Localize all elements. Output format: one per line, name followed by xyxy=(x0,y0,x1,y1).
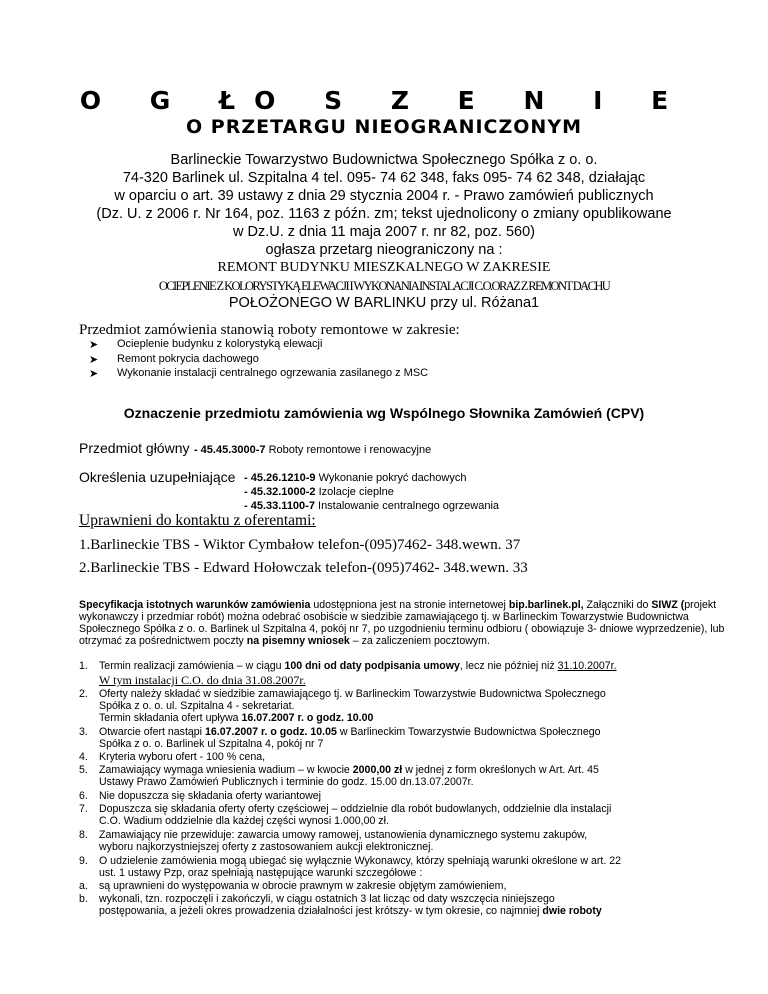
object-line-condensed: OCIEPLENIE Z KOLORYSTYKĄ ELEWACJI I WYKONANIA INSTALACJI C.O.ORAZ Z REMONT DACHU xyxy=(158,279,610,293)
item-text: wyboru najkorzystniejszej oferty z zastosowaniem aukcji elektronicznej. xyxy=(99,841,434,853)
spec-paragraph xyxy=(79,599,729,647)
spec-siwz: SIWZ ( xyxy=(651,599,685,611)
item-text xyxy=(99,712,373,724)
item-part-bold: 16.07.2007 r. o godz. 10.00 xyxy=(241,712,374,724)
item-text: Spółka z o. o. Barlinek ul Szpitalna 4, pokój nr 7 xyxy=(99,738,324,750)
item-text: Zamawiający nie przewiduje: zawarcia umowy ramowej, ustanowienia dynamicznego systemu zakupów, xyxy=(99,829,588,841)
item-text: Spółka z o. o. ul. Szpitalna 4 - sekretariat. xyxy=(99,700,295,712)
item-text: C.O. Wadium oddzielnie dla każdej części wynosi 1.000,00 zł. xyxy=(99,815,389,827)
cpv-extra-row xyxy=(244,486,394,498)
arrow-bullet-icon: ➤ xyxy=(89,354,99,366)
spec-text: Załączniki do xyxy=(583,599,652,611)
item-text xyxy=(99,660,617,672)
contact-row: 2.Barlineckie TBS - Edward Hołowczak telefon-(095)7462- 348.wewn. 33 xyxy=(79,560,528,576)
spec-text: – za zaliczeniem pocztowym. xyxy=(349,635,490,648)
arrow-bullet-icon: ➤ xyxy=(89,339,99,351)
cpv-main-code: - 45.45.3000-7 xyxy=(193,444,266,456)
contacts-heading: Uprawnieni do kontaktu z oferentami: xyxy=(79,512,316,529)
item-letter: a. xyxy=(79,880,88,892)
cpv-code: - 45.26.1210-9 xyxy=(244,472,316,484)
item-part: Termin składania ofert upływa xyxy=(99,712,242,724)
org-line: 74-320 Barlinek ul. Szpitalna 4 tel. 095- 74 62 348, faks 095- 74 62 348, działając xyxy=(122,170,646,186)
object-location: POŁOŻONEGO W BARLINKU przy ul. Różana1 xyxy=(228,295,540,311)
cpv-code: - 45.33.1100-7 xyxy=(244,500,315,512)
item-part: Termin realizacji zamówienia – w ciągu xyxy=(99,660,285,672)
item-text xyxy=(99,764,599,776)
cpv-main-desc: Roboty remontowe i renowacyjne xyxy=(265,444,432,456)
spec-text: udostępniona jest na stronie internetowej xyxy=(310,599,509,611)
item-part: Otwarcie ofert nastąpi xyxy=(99,726,205,738)
org-line: w Dz.U. z dnia 11 maja 2007 r. nr 82, poz. 560) xyxy=(233,224,535,240)
item-text: Nie dopuszcza się składania oferty wariantowej xyxy=(99,790,321,802)
item-number: 5. xyxy=(79,764,88,776)
org-line: (Dz. U. z 2006 r. Nr 164, poz. 1163 z późn. zm; tekst ujednolicony o zmiany opublikowane xyxy=(96,206,672,222)
item-part: w jednej z form określonych w Art. Art. 45 xyxy=(402,764,599,776)
item-text: W tym instalacji C.O. do dnia 31.08.2007r. xyxy=(99,673,306,687)
item-number: 7. xyxy=(79,803,88,815)
item-part: w Barlineckim Towarzystwie Budownictwa Społecznego xyxy=(336,726,601,738)
spec-written-request: na pisemny wniosek xyxy=(246,635,350,648)
spec-lead: Specyfikacja istotnych warunków zamówienia xyxy=(79,599,311,611)
org-line: Barlineckie Towarzystwo Budownictwa Społecznego Spółka z o. o. xyxy=(170,152,598,168)
item-part: Zamawiający wymaga wniesienia wadium – w kwocie xyxy=(99,764,353,776)
contact-row: 1.Barlineckie TBS - Wiktor Cymbałow telefon-(095)7462- 348.wewn. 37 xyxy=(79,537,521,553)
item-number: 9. xyxy=(79,855,88,867)
item-text: są uprawnieni do występowania w obrocie prawnym w zakresie objętym zamówieniem, xyxy=(99,880,507,892)
item-part-bold: 16.07.2007 r. o godz. 10.05 xyxy=(204,726,337,738)
page-title: O G ŁO S Z E N I E xyxy=(79,86,689,115)
item-text: wykonali, tzn. rozpoczęli i zakończyli, w ciągu ostatnich 3 lat licząc od daty wszczęcia niniejszego xyxy=(99,893,555,905)
item-part-bold: dwie roboty xyxy=(542,905,602,917)
scope-item: Remont pokrycia dachowego xyxy=(117,353,259,365)
cpv-code: - 45.32.1000-2 xyxy=(244,486,316,498)
item-part-bold: 100 dni od daty podpisania umowy xyxy=(284,660,460,672)
cpv-extra-row xyxy=(244,500,499,512)
scope-item: Wykonanie instalacji centralnego ogrzewania zasilanego z MSC xyxy=(117,367,429,379)
org-line: w oparciu o art. 39 ustawy z dnia 29 stycznia 2004 r. - Prawo zamówień publicznych xyxy=(114,188,654,204)
item-number: 6. xyxy=(79,790,88,802)
cpv-extra-row xyxy=(244,472,466,484)
item-part: postępowania, a jeżeli okres prowadzenia działalności jest krótszy- w tym okresie, co najmniej xyxy=(99,905,543,917)
cpv-desc: Wykonanie pokryć dachowych xyxy=(315,472,467,484)
item-text: O udzielenie zamówienia mogą ubiegać się wyłącznie Wykonawcy, którzy spełniają warunki określone w art. 22 xyxy=(99,855,621,867)
cpv-desc: Instalowanie centralnego ogrzewania xyxy=(314,500,500,512)
scope-item: Ocieplenie budynku z kolorystyką elewacji xyxy=(117,338,323,350)
item-text: Kryteria wyboru ofert - 100 % cena, xyxy=(99,751,266,763)
item-number: 1. xyxy=(79,660,88,672)
cpv-desc: Izolacje cieplne xyxy=(315,486,394,498)
object-line: REMONT BUDYNKU MIESZKALNEGO W ZAKRESIE xyxy=(217,260,551,275)
cpv-extra-label: Określenia uzupełniające xyxy=(79,469,236,485)
scope-intro: Przedmiot zamówienia stanowią roboty remontowe w zakresie: xyxy=(79,322,460,338)
spec-site-link[interactable]: bip.barlinek.pl, xyxy=(508,599,584,611)
org-line: ogłasza przetarg nieograniczony na : xyxy=(265,242,503,258)
cpv-heading: Oznaczenie przedmiotu zamówienia wg Wspólnego Słownika Zamówień (CPV) xyxy=(123,405,645,421)
item-text xyxy=(99,905,602,917)
item-number: 2. xyxy=(79,688,88,700)
item-number: 4. xyxy=(79,751,88,763)
spec-text: projekt wykonawczy i przedmiar robót) można odebrać osobiście w siedzibie zamawiającego tj. w Barlineckim Towarzystwie Budownictwa Społecznego Spółka z o. o. Barlinek ul Szpitalna 4, pokój nr 7, po uzgodnieniu terminu odbioru ( obowiązuje 3- dniowe wyprzedzenie), lub otrzymać za pośrednictwem poczty xyxy=(79,599,725,648)
item-text xyxy=(99,726,601,738)
page-subtitle: O PRZETARGU NIEOGRANICZONYM xyxy=(186,116,582,138)
item-letter: b. xyxy=(79,893,88,905)
item-text: ust. 1 ustawy Pzp, oraz spełniają następujące warunki szczegółowe : xyxy=(99,867,423,879)
item-number: 3. xyxy=(79,726,88,738)
item-part: , lecz nie później niż xyxy=(459,660,558,672)
arrow-bullet-icon: ➤ xyxy=(89,368,99,380)
item-text: Oferty należy składać w siedzibie zamawiającego tj. w Barlineckim Towarzystwie Budownictwa Społecznego xyxy=(99,688,606,700)
cpv-main xyxy=(79,440,431,458)
item-number: 8. xyxy=(79,829,88,841)
item-part-bold: 2000,00 zł xyxy=(352,764,403,776)
item-text: Ustawy Prawo Zamówień Publicznych i terminie do godz. 15.00 dn.13.07.2007r. xyxy=(99,776,474,788)
item-text: Dopuszcza się składania oferty oferty częściowej – oddzielnie dla robót budowlanych, oddzielnie dla instalacji xyxy=(99,803,612,815)
item-part-underlined: 31.10.2007r. xyxy=(557,660,617,672)
cpv-main-label: Przedmiot główny xyxy=(79,440,190,456)
